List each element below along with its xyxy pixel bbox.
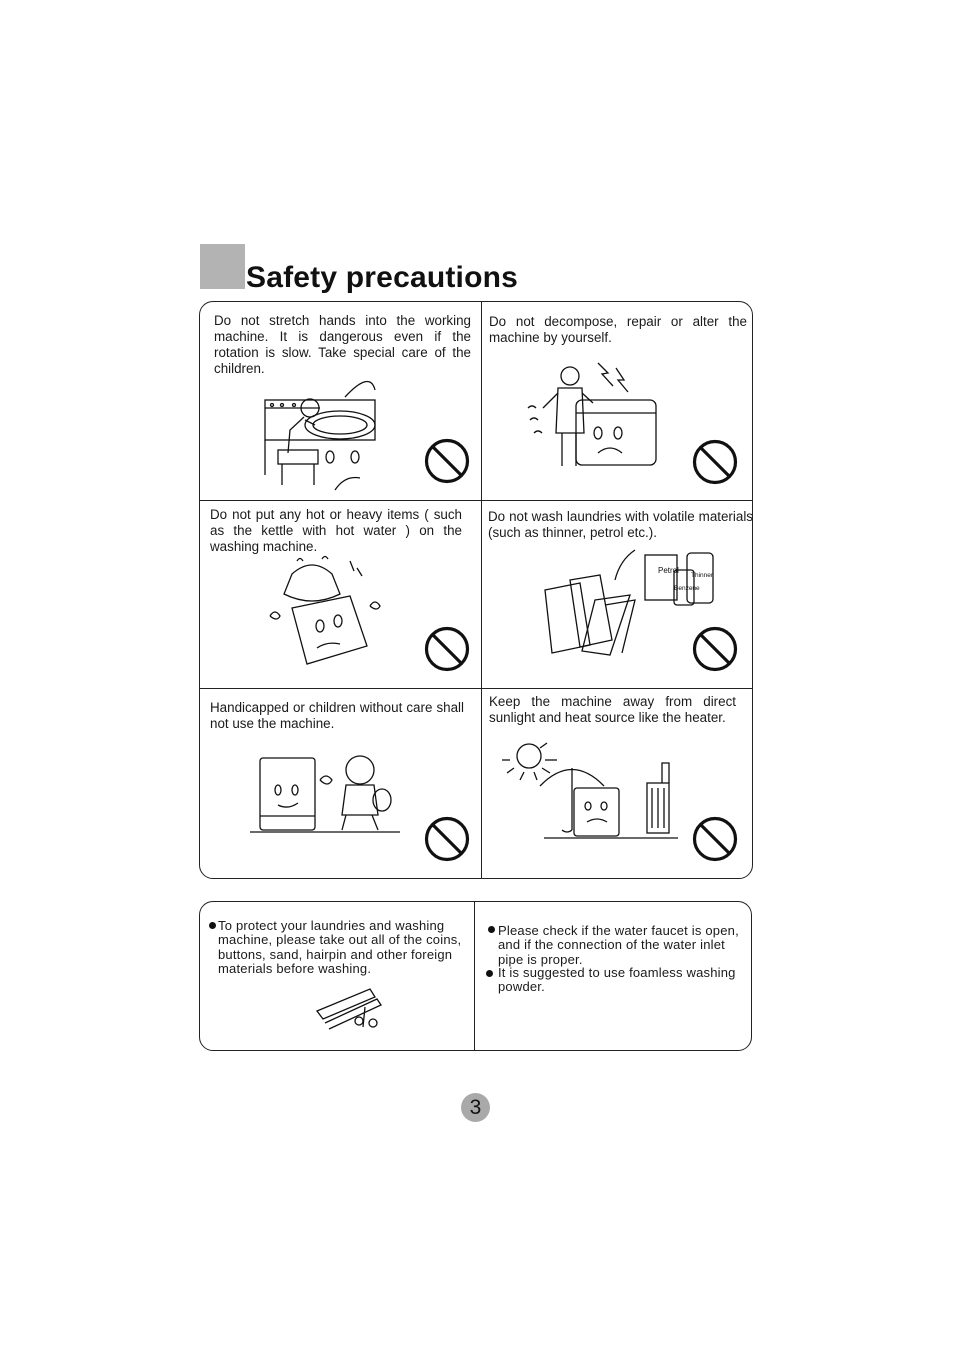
page-number: 3: [461, 1093, 490, 1122]
prohibition-icon: [424, 816, 470, 862]
bullet-icon: [486, 970, 493, 977]
warning-text-hot-items: Do not put any hot or heavy items ( such as the kettle with hot water ) on the washing machine.: [210, 507, 462, 554]
prohibition-icon: [692, 439, 738, 485]
tip-foamless-powder: It is suggested to use foamless washing powder.: [498, 965, 736, 995]
prohibition-icon: [424, 626, 470, 672]
man-tampering-machine-icon: [518, 358, 663, 473]
thinner-label: Thinner: [691, 572, 714, 579]
bullet-icon: [209, 922, 216, 929]
panel-divider-row-1: [199, 500, 753, 501]
child-reaching-machine-icon: [260, 375, 390, 495]
tips-divider: [474, 901, 475, 1051]
prohibition-icon: [424, 438, 470, 484]
tip-foreign-materials: To protect your laundries and washing machine, please take out all of the coins, buttons, sand, hairpin and other foreign materials before washing.: [218, 918, 462, 977]
title-block-icon: [200, 244, 245, 289]
panel-divider-vertical: [481, 301, 482, 879]
kettle-on-machine-icon: [262, 556, 392, 671]
warning-text-volatile: Do not wash laundries with volatile materials (such as thinner, petrol etc.).: [488, 509, 753, 540]
prohibition-icon: [692, 816, 738, 862]
benzene-label: Benzene: [674, 585, 700, 592]
child-near-machine-icon: [250, 750, 400, 835]
prohibition-icon: [692, 626, 738, 672]
petrol-label: Petrol: [658, 566, 679, 575]
page-title: Safety precautions: [246, 261, 519, 294]
warning-text-sunlight: Keep the machine away from direct sunlight and heat source like the heater.: [489, 694, 736, 725]
panel-divider-row-2: [199, 688, 753, 689]
warning-text-handicapped: Handicapped or children without care shall not use the machine.: [210, 700, 464, 731]
warning-text-hands: Do not stretch hands into the working machine. It is dangerous even if the rotation is slow. Take special care of the children.: [214, 313, 471, 376]
sun-and-heater-icon: [502, 738, 682, 842]
bullet-icon: [488, 926, 495, 933]
coins-and-hairpin-icon: [315, 985, 385, 1031]
warning-text-repair: Do not decompose, repair or alter the machine by yourself.: [489, 314, 747, 345]
tip-water-faucet: Please check if the water faucet is open, and if the connection of the water inlet pipe is proper.: [498, 923, 739, 967]
